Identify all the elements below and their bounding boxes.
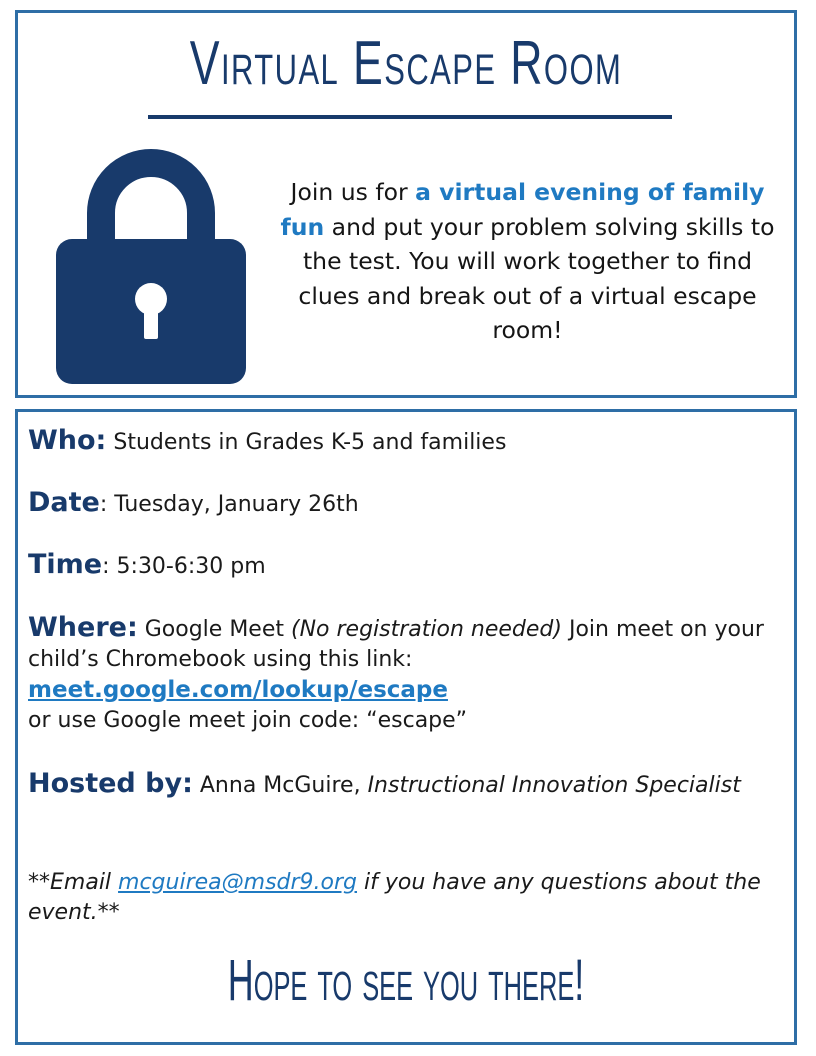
- intro-panel: [15, 10, 797, 398]
- intro-highlight: a virtual evening of family fun: [280, 178, 765, 241]
- email-link[interactable]: mcguirea@msdr9.org: [118, 870, 358, 895]
- padlock-icon: [56, 141, 246, 386]
- date-label: Date: [28, 487, 100, 518]
- intro-rest: and put your problem solving skills to the test. You will work together to find clues and break out of a virtual escape room!: [298, 212, 775, 344]
- time-label: Time: [28, 549, 103, 580]
- intro-text: [280, 175, 775, 348]
- title-underline: [148, 115, 672, 119]
- where-rest: Join meet on your child’s Chromebook using this link:: [28, 617, 764, 672]
- date-row: [28, 488, 780, 520]
- date-value: : Tuesday, January 26th: [99, 492, 359, 517]
- hosted-label: Hosted by:: [28, 768, 193, 799]
- who-label: Who:: [28, 425, 107, 456]
- where-note: (No registration needed): [291, 617, 562, 642]
- where-value: Google Meet: [137, 617, 291, 642]
- who-row: [28, 426, 780, 458]
- host-title: Instructional Innovation Specialist: [367, 773, 741, 798]
- details-panel: [15, 409, 797, 1045]
- email-suffix: if you have any questions about the event.**: [28, 870, 761, 925]
- closing-message: Hope to see you there!: [227, 948, 585, 1013]
- page-title: Virtual Escape Room: [189, 29, 623, 98]
- time-row: [28, 550, 780, 582]
- email-row: [28, 868, 780, 928]
- host-name: Anna McGuire,: [192, 773, 368, 798]
- who-value: Students in Grades K-5 and families: [106, 430, 507, 455]
- email-prefix: **Email: [28, 870, 119, 895]
- join-code: or use Google meet join code: “escape”: [28, 708, 468, 733]
- time-value: : 5:30-6:30 pm: [102, 554, 266, 579]
- where-label: Where:: [28, 612, 138, 643]
- where-row: [28, 613, 780, 736]
- meet-link[interactable]: meet.google.com/lookup/escape: [28, 677, 448, 703]
- intro-lead: Join us for: [290, 178, 416, 206]
- hosted-row: [28, 769, 780, 801]
